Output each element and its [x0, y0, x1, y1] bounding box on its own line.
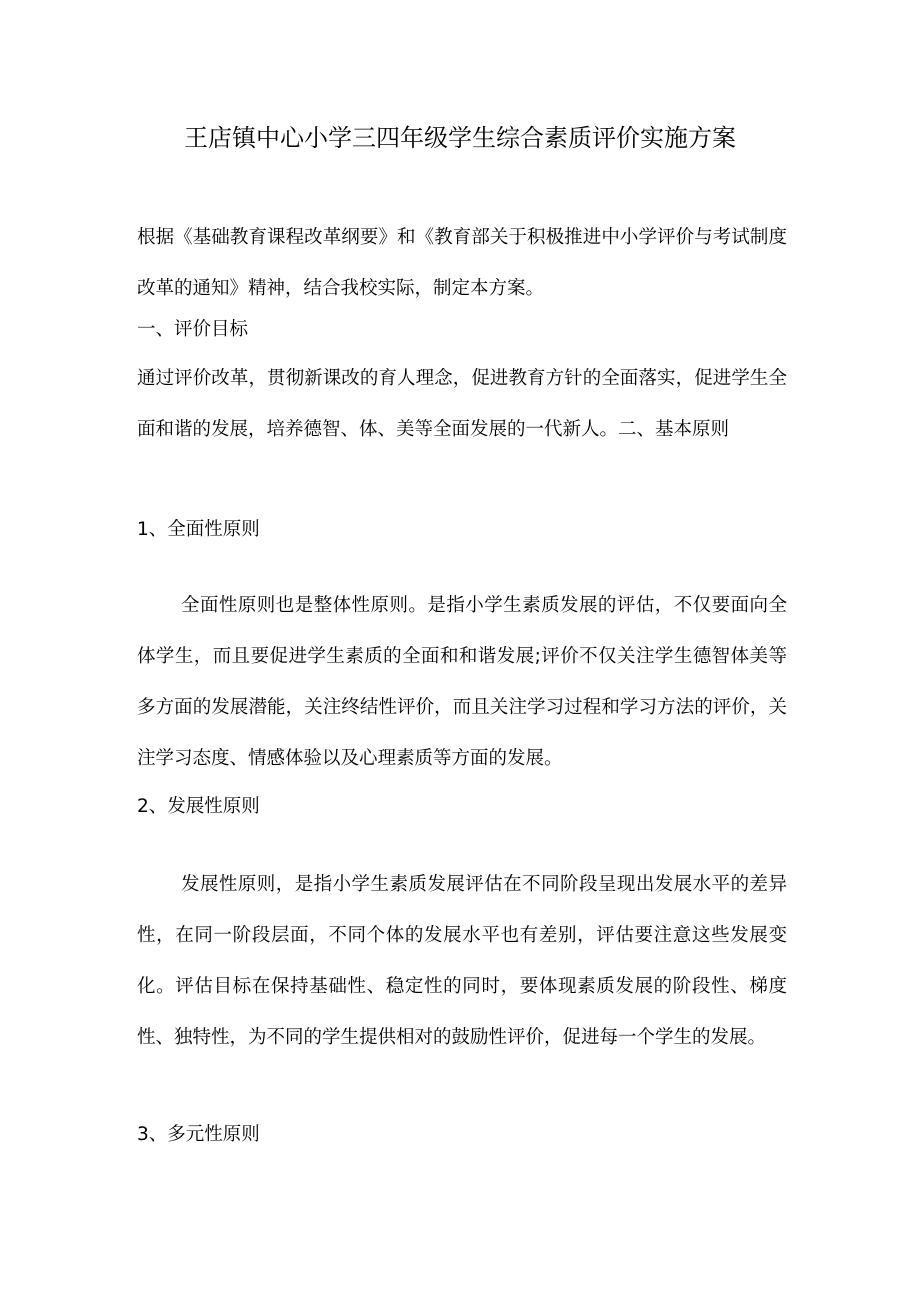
principle-heading-developmental: 2、发展性原则: [137, 796, 260, 817]
principle-developmental-paragraph: 发展性原则，是指小学生素质发展评估在不同阶段呈现出发展水平的差异性，在同一阶段层面，不同个体的发展水平也有差别，评估要注意这些发展变化。评估目标在保持基础性、稳定性的同时，要体现素质发展的阶段性、梯度性、独特性，为不同的学生提供相对的鼓励性评价，促进每一个学生的发展。: [137, 874, 787, 1048]
evaluation-goal-paragraph: 通过评价改革，贯彻新课改的育人理念，促进教育方针的全面落实，促进学生全面和谐的发展，培养德智、体、美等全面发展的一代新人。二、基本原则: [137, 368, 787, 440]
principle-heading-diversity: 3、多元性原则: [137, 1124, 260, 1145]
intro-paragraph: 根据《基础教育课程改革纲要》和《教育部关于积极推进中小学评价与考试制度改革的通知》精神，结合我校实际，制定本方案。: [137, 227, 787, 299]
section-heading-evaluation-goal: 一、评价目标: [137, 319, 249, 340]
principle-comprehensive-paragraph: 全面性原则也是整体性原则。是指小学生素质发展的评估，不仅要面向全体学生，而且要促进学生素质的全面和和谐发展;评价不仅关注学生德智体美等多方面的发展潜能，关注终结性评价，而且关注学习过程和学习方法的评价，关注学习态度、情感体验以及心理素质等方面的发展。: [137, 595, 787, 769]
principle-heading-comprehensive: 1、全面性原则: [137, 519, 260, 540]
document-title: 王店镇中心小学三四年级学生综合素质评价实施方案: [184, 124, 736, 152]
